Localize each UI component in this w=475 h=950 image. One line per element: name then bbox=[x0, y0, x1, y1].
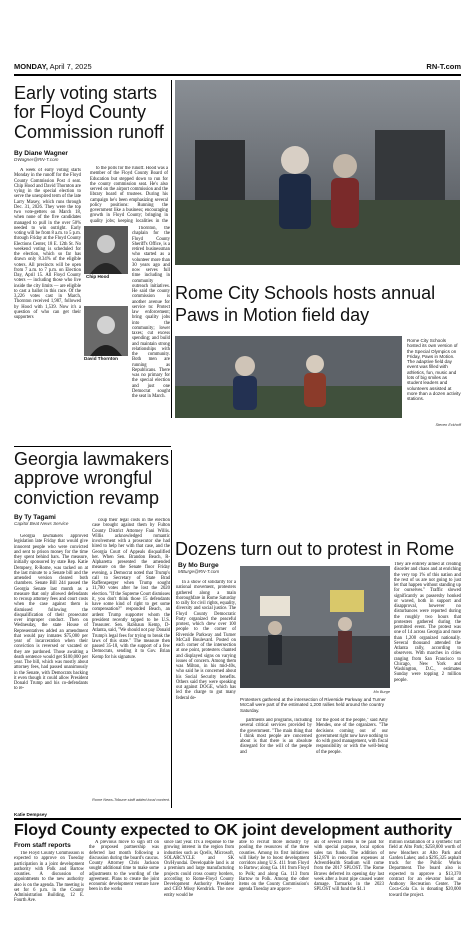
column-divider bbox=[171, 80, 172, 418]
chip-hood-caption: Chip Hood bbox=[86, 274, 110, 279]
masthead-day: MONDAY, bbox=[14, 62, 48, 71]
story4-caption: Protesters gathered at the intersection of Riverside Parkway and Turner McCall were part of the estimated 1,200 rallies held around the country Saturday. bbox=[240, 697, 386, 713]
story3-headline-line: conviction revamp bbox=[14, 487, 160, 508]
story4-headline: Dozens turn out to protest in Rome bbox=[175, 539, 455, 559]
story4-col3: for the good of the people," said Amy Mendes, one of the organizers. "The decisions coming out of our government right now have nothing to do with good management, with fiscal responsibility or with the well-being of the people. bbox=[316, 718, 388, 755]
story2-headline-line: Paws in Motion field day bbox=[175, 305, 370, 325]
story3-byline-source: Capitol Beat News Service bbox=[14, 521, 69, 526]
masthead-date: April 7, 2025 bbox=[49, 62, 92, 71]
story3-headline bbox=[14, 450, 171, 508]
story4-byline-email: MBurge@RN-T.com bbox=[178, 569, 220, 574]
story1-headline-line: for Floyd County bbox=[14, 102, 147, 123]
david-thornton-photo bbox=[84, 306, 128, 356]
field-day-photo-2 bbox=[175, 336, 402, 418]
story3-byline: By Ty Tagami bbox=[14, 514, 56, 521]
story3-tagline: Rome News-Tribune staff added local content. bbox=[92, 798, 170, 802]
story1-headline-line: Commission runoff bbox=[14, 121, 164, 142]
story3-col1: Georgia lawmakers approved legislation late Friday that would give innocent people who were convicted and sent to prison money for the time they spent behind bars. The measure, initially sponsored by state Rep. Katie Dempsey, R-Rome, was tacked on at the last minute to a Senate bill and the amended version cleared both chambers. Senate Bill 244 passed the Georgia Senate last month as a measure that only allowed defendants to recoup attorney fees and court costs when the case against them is dismissed following the disqualification of their prosecutor over improper conduct. Then on Wednesday, the state House of Representatives added an amendment that would pay inmates $75,000 per year of incarceration when their conviction is reversed or vacated or they are pardoned. Those awaiting a death sentence would get $100,000 per year. The bill, which was mostly about attorney fees, had passed unanimously in the Senate, with Democrats backing it even though it could allow President Donald Trump and his co-defendants to re- bbox=[14, 534, 88, 692]
masthead-rule bbox=[14, 74, 461, 76]
story2-caption: Rome City Schools hosted its own version of the Special Olympics on Friday, Paws in Motion. The adaptive field day event was filled with athletics, fun, music and lots of big smiles as student leaders and volunteers assisted at more than a dozen activity stations. bbox=[407, 338, 461, 402]
masthead-site: RN-T.com bbox=[426, 62, 461, 71]
portrait-icon bbox=[84, 226, 128, 274]
story3-headline-line: approve wrongful bbox=[14, 468, 153, 489]
story1-col2b: Thornton, the chaplain for the Floyd County Sheriff's Office, is a retired businessman who started as a volunteer more than 30 years ago and now serves full time including in community outreach initiatives. He said the county commission is another avenue for service to: Protect law enforcement; bring quality jobs into the community; lower taxes; cut excess spending; and build and maintain strong relationships with the community. Both men are running as Republicans. There was no primary for the special election and just one Democrat sought the seat in March. bbox=[132, 226, 170, 399]
story1-headline bbox=[14, 84, 164, 142]
story5-col1: The Floyd County Commission is expected to approve on Tuesday participation in a joint development authority with Polk and Bartow counties. A discussion of appointments to the new authority also is on the agenda. The meeting is set for 6 p.m. in the County Administration Building, 12 E. Fourth Ave. bbox=[14, 851, 84, 904]
protest-scene-icon bbox=[240, 566, 390, 688]
portrait-icon bbox=[84, 306, 128, 356]
story1-headline-line: Early voting starts bbox=[14, 83, 158, 103]
story2-headline bbox=[175, 282, 460, 326]
field-day-photo bbox=[175, 80, 460, 265]
story4-col2: partments and programs, including several critical services provided by the government. "The main thing that I think most people are concerned about is that there is an absolute disregard for the will of the people and bbox=[240, 718, 312, 755]
story5-col4: able to recruit more industry by pooling the resources of the three counties. Among its first initiatives will likely be to boost development corridors along U.S. 411 from Floyd to Bartow; along Ga. 101 from Floyd to Polk; and along Ga. 113 from Bartow to Polk. Among the other items on the County Commission's agenda Tuesday are approv- bbox=[239, 840, 309, 893]
protest-photo bbox=[240, 566, 390, 688]
story3-headline-line: Georgia lawmakers bbox=[14, 449, 170, 469]
david-thornton-caption: David Thornton bbox=[84, 356, 118, 361]
story5-col2: A previous move to sign off on the proposed partnership was deferred last month following a discussion during the board's caucus. County Attorney Chris Jackson sought additional time to make some adjustments to the wording of the agreement. Plans to create the joint economic development venture have been in the works bbox=[89, 840, 159, 893]
masthead bbox=[14, 62, 461, 71]
story2-photo-credit: Steven Eckhoff bbox=[435, 423, 461, 427]
story2-headline-line: Rome City Schools hosts annual bbox=[175, 283, 436, 303]
bottom-section-rule bbox=[14, 818, 461, 820]
story3-col2: coup their legal costs in the election case brought against them by Fulton County District Attorney Fani Willis. Willis acknowledged romantic involvement with a prosecutor she had hired to help her with that case, and the Georgia Court of Appeals disqualified her. When Sen. Brandon Beach, R-Alpharetta presented the amended measure on the Senate floor Friday evening, a Democrat noted that Trump's call to Secretary of State Brad Raffensperger when Trump sought 11,780 votes after he lost the 2020 election. "If the Supreme Court dismisses it, you don't think those 15 defendants have some kind of right to get some compensation?" responded Beach, an ardent Trump supporter whom the president recently tapped to be U.S. Treasurer. Sen. RaShaun Kemp, D-Atlanta, said, "We should not pay Donald Trump's legal fees for trying to break the laws of this state." The measure then passed 35-18, with the support of a few Democrats, sending it to Gov. Brian Kemp for his signature. bbox=[92, 518, 170, 660]
field-day-scene-icon bbox=[175, 336, 402, 418]
story5-col6: million installation of a synthetic turf field at Alto Park; $258,000 worth of new bleachers at Alto Park and Garden Lakes; and a $295,325 asphalt truck for the Public Works Department. The board also is expected to approve a $13,370 contract for an elevator hoist at Anthony Recreation Center. The Coca-Cola Co. is donating $20,000 toward the project. bbox=[389, 840, 461, 898]
column-divider bbox=[171, 450, 172, 808]
story4-photo-credit: Mo Burge bbox=[373, 690, 390, 694]
story5-byline: From staff reports bbox=[14, 842, 71, 849]
story1-col2a: to the polls for the runoff. Hood was a member of the Floyd County Board of Education but stepped down to run for the county commission seat. He's also served on the airport commission and the library board of trustees. During his campaign he's been emphasizing several policy positions: Running the government like a business; encouraging growth in Floyd County; bringing in quality jobs; keeping localities in the bbox=[90, 166, 168, 224]
chip-hood-photo bbox=[84, 226, 128, 274]
story4-col1: In a show of solidarity for a national movement, protesters gathered along a main thoroughfare in Rome Saturday to rally for civil rights, equality, diversity and social justice. The Floyd County Democratic Party organized the peaceful protest, which drew over 100 people to the corner of Riverside Parkway and Turner McCall Boulevard. Posted on each corner of the intersection at one point, protesters chanted and displayed signs on varying issues of concern. Among them was Milton, in his mid-40s, who said he is concerned about his Social Security benefits. Others said they were speaking out against DOGE, which has led the charge to gut many federal de- bbox=[176, 580, 236, 701]
story1-col1: A week of early voting starts Monday in the runoff for the Floyd County Commission Post 4 seat. Chip Hood and David Thornton are vying in the special election to serve the unexpired term of the late Larry Maxey, which runs through Dec. 31, 2026. They were the top two vote-getters on March 18, when none of the five candidates managed to pull in the over 50% needed to win outright. Early voting will be from 8 a.m. to 5 p.m. through Friday at the Floyd County Elections Center, 18 E. 12th St. No weekend voting is scheduled for the election, which so far has drawn only 8.34% of the eligible voters. All precincts will be open from 7 a.m. to 7 p.m. on Election Day, April 15. All Floyd County voters — including those who live inside the city limits — are eligible to cast a ballot in this race. Of the 3,226 votes cast in March, Thornton received 1,987, followed by Hood with 1,539. Now it's a question of who can get their supporters bbox=[14, 168, 81, 320]
story1-byline-email: DWagner@RN-T.com bbox=[14, 157, 59, 162]
section-divider bbox=[14, 446, 171, 447]
story5-col3: since last year. It's a response to the growing interest in the region from industries such as Qcells, Microsoft, SOLARCYCLE and SK On/Hyundai. Developable land is at a premium and large manufacturing projects could cross county borders, according to Rome-Floyd County Development Authority President and CEO Missy Kendrick. The new entity would be bbox=[164, 840, 234, 898]
story5-col5: als of several items to be paid for with special purpose, local option sales tax funds. The addition of $12,870 in renovation expenses at AdventHealth Stadium will come from the 2017 SPLOST. The Rome Braves deferred its opening day last week after a burst pipe caused water damage. Tarmarks in the 2023 SPLOST will fund the $1.1 bbox=[314, 840, 384, 893]
story4-col4: They are entirely aimed at creating disorder and chaos and at enriching the very top 1% of this nation and the rest of us are not going to just let that happen without standing up for ourselves." Traffic slowed significantly as passersby honked or waved, both in support and disapproval, however no disturbances were reported during the roughly two hours that protesters gathered during the permitted event. The protest was one of 14 across Georgia and more than 1,200 organized nationally. Several thousand attended the Atlanta rally, according to observers. With marches in cities ranging from San Francisco to Chicago, New York and Washington, D.C., estimates Sunday were topping 2 million people. bbox=[394, 562, 461, 683]
katie-dempsey-caption: Katie Dempsey bbox=[14, 812, 47, 817]
story1-byline: By Diane Wagner bbox=[14, 150, 68, 157]
story4-byline: By Mo Burge bbox=[178, 562, 219, 569]
story5-headline: Floyd County expected to OK joint development authority bbox=[14, 822, 453, 839]
field-day-scene-icon bbox=[175, 80, 460, 265]
